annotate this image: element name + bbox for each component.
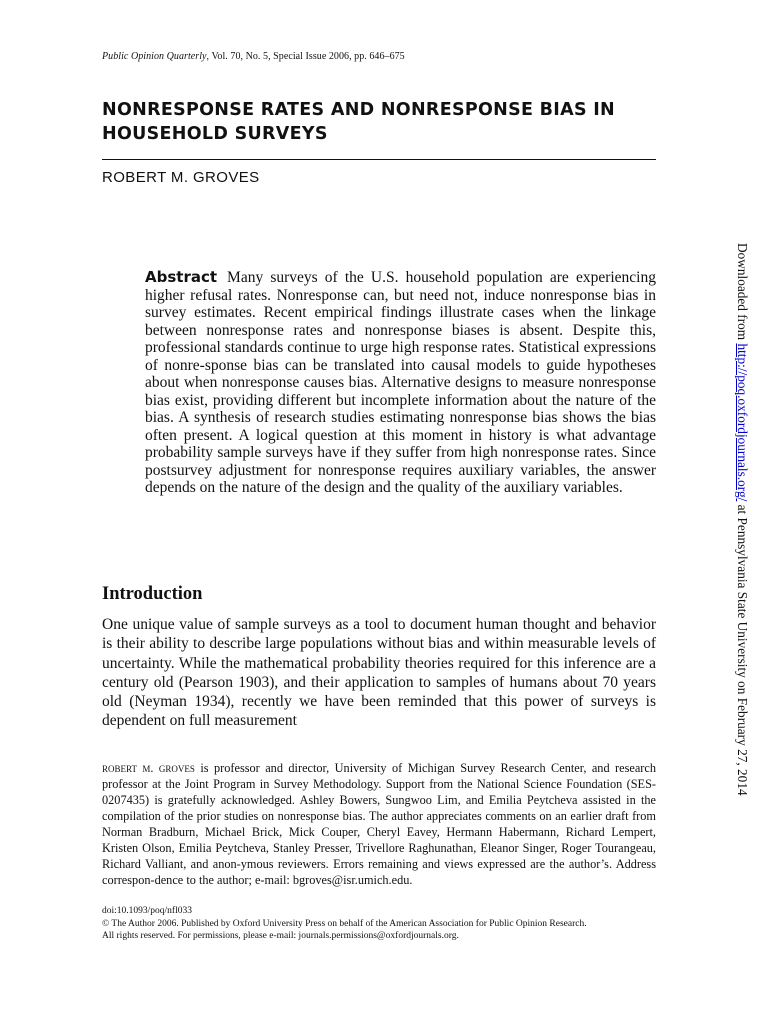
title-divider — [102, 159, 656, 160]
author-footnote — [102, 760, 656, 888]
footnote-author: robert m. groves — [102, 761, 195, 775]
citation-details: , Vol. 70, No. 5, Special Issue 2006, pp. 646–675 — [206, 51, 405, 62]
download-stamp-suffix: at Pennsylvania State University on February 27, 2014 — [735, 501, 750, 796]
copyright-notice: © The Author 2006. Published by Oxford University Press on behalf of the American Association for Public Opinion Research. — [102, 918, 587, 929]
section-heading-introduction: Introduction — [102, 584, 203, 604]
article-title: NONRESPONSE RATES AND NONRESPONSE BIAS IN HOUSEHOLD SURVEYS — [102, 100, 616, 144]
download-stamp-prefix: Downloaded from — [735, 243, 750, 344]
publication-info — [102, 905, 662, 943]
abstract-label: Abstract — [145, 268, 218, 286]
introduction-text: One unique value of sample surveys as a tool to document human thought and behavior is their ability to describe large populations without bias and within measurable levels of uncertainty. While the mathematical probability theories required for this inference are a century old (Pearson 1903), and their application to samples of humans about 70 years old (Neyman 1934), recently we have been reminded that this power of surveys is dependent on full measurement — [102, 616, 656, 730]
abstract-text: Many surveys of the U.S. household population are experiencing higher refusal rates. Nonresponse can, but need not, induce nonresponse bias in survey estimates. Recent empirical findings illustrate cases when the linkage between nonresponse rates and nonresponse biases is absent. Despite this, professional standards continue to urge high response rates. Statistical expressions of nonre-sponse bias can be translated into causal models to guide hypotheses about when nonresponse causes bias. Alternative designs to measure nonresponse bias exist, providing different but incomplete information about the nature of the bias. A synthesis of research studies estimating nonresponse bias shows the bias often present. A logical question at this moment in history is what advantage probability sample surveys have if they suffer from high nonresponse rates. Since postsurvey adjustment for nonresponse requires auxiliary variables, the answer depends on the nature of the design and the quality of the auxiliary variables. — [145, 269, 656, 496]
journal-name: Public Opinion Quarterly — [102, 51, 207, 62]
rights-notice: All rights reserved. For permissions, please e-mail: journals.permissions@oxfordjournals.org. — [102, 931, 459, 941]
doi: doi:10.1093/poq/nfl033 — [102, 906, 192, 916]
abstract — [145, 269, 656, 497]
download-stamp — [734, 243, 750, 796]
article-author: ROBERT M. GROVES — [102, 169, 260, 186]
journal-site-link[interactable]: http://poq.oxfordjournals.org/ — [735, 343, 750, 502]
journal-citation — [102, 51, 405, 62]
footnote-text: is professor and director, University of Michigan Survey Research Center, and research professor at the Joint Program in Survey Methodology. Support from the National Science Foundation (SES-0207435) is gratefully acknowledged. Ashley Bowers, Sungwoo Lim, and Emilia Peytcheva assisted in the compilation of the prior studies on nonresponse bias. The author appreciates comments on an earlier draft from Norman Bradburn, Michael Brick, Mick Couper, Cheryl Eavey, Hermann Habermann, Richard Lempert, Kristen Olson, Emilia Peytcheva, Stanley Presser, Trivellore Raghunathan, Eleanor Singer, Roger Tourangeau, Richard Valliant, and anon-ymous reviewers. Errors remaining and views expressed are the author’s. Address correspon-dence to the author; e-mail: bgroves@isr.umich.edu. — [102, 761, 656, 887]
